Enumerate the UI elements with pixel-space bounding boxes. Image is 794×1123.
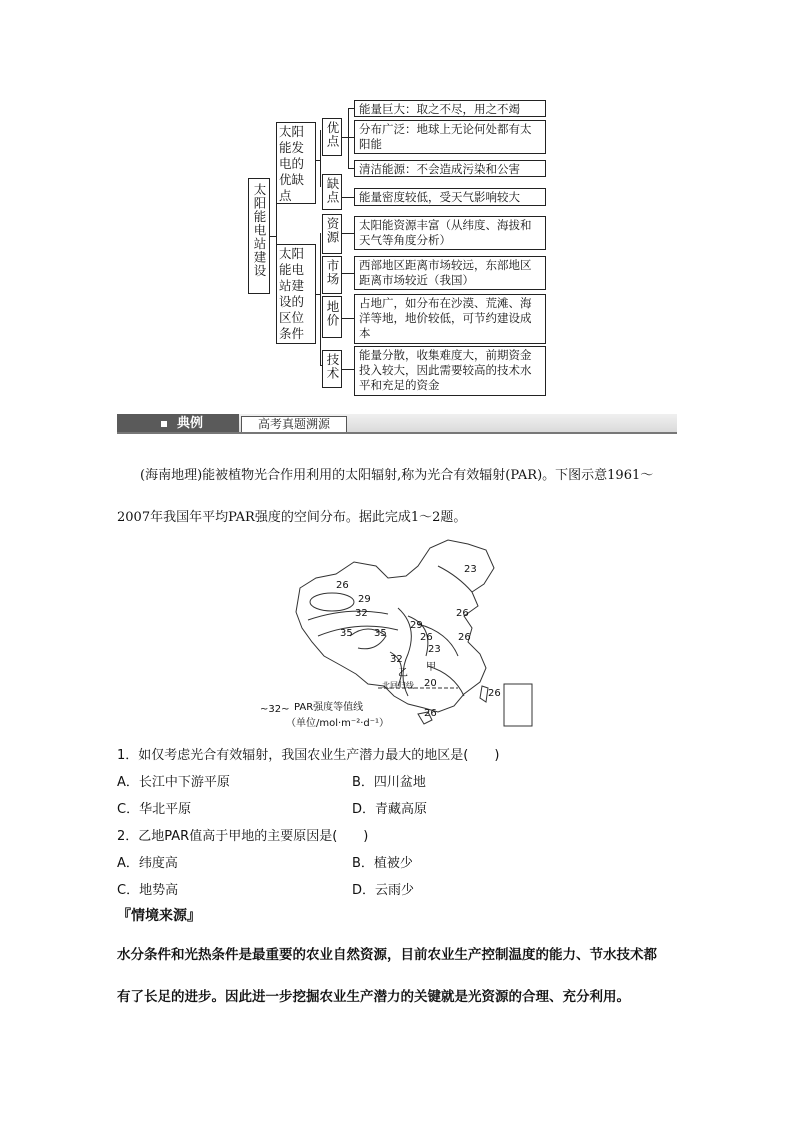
svg-text:23: 23 [428,644,441,655]
svg-text:35: 35 [340,628,353,639]
legend-unit: （单位/mol·m⁻²·d⁻¹） [286,718,390,729]
intro-line-1: (海南地理)能被植物光合作用利用的太阳辐射,称为光合有效辐射(PAR)。下图示意1961～ [140,468,654,483]
svg-text:甲: 甲 [426,662,436,673]
question-1-stem: 1．如仅考虑光合有效辐射，我国农业生产潜力最大的地区是( ) [117,748,500,763]
advantages-label: 优点 [325,121,340,148]
section-subtitle: 高考真题溯源 [241,416,347,433]
question-2-stem: 2．乙地PAR值高于甲地的主要原因是( ) [117,829,369,844]
landprice-value: 占地广，如分布在沙漠、荒滩、海洋等地，地价较低，可节约建设成本 [354,294,546,344]
svg-text:26: 26 [420,632,433,643]
svg-text:26: 26 [456,608,469,619]
disadvantages-label: 缺点 [325,177,340,204]
legend-title: PAR强度等值线 [294,702,364,713]
svg-text:20: 20 [424,678,437,689]
advantage-item: 分布广泛：地球上无论何处都有太阳能 [354,120,546,154]
market-key: 市场 [325,259,340,286]
question-2-option-a: A．纬度高 [117,856,178,871]
question-1-option-b: B．四川盆地 [352,775,426,790]
question-1-option-c: C．华北平原 [117,802,192,817]
landprice-key: 地价 [325,300,340,327]
resource-value: 太阳能资源丰富（从纬度、海拔和天气等角度分析） [354,216,546,250]
branch-advantages-label: 太阳能发电的优缺点 [279,124,305,203]
source-line-1: 水分条件和光热条件是最重要的农业自然资源，目前农业生产控制温度的能力、节水技术都 [117,947,657,963]
legend-symbol: ~32~ [260,704,290,715]
technology-key: 技术 [325,353,340,380]
intro-line-2: 2007年我国年平均PAR强度的空间分布。据此完成1～2题。 [117,510,467,525]
source-line-2: 有了长足的进步。因此进一步挖掘农业生产潜力的关键就是光资源的合理、充分利用。 [117,989,630,1005]
square-bullet-icon [161,421,167,427]
svg-text:29: 29 [358,594,371,605]
svg-text:32: 32 [390,654,403,665]
svg-text:29: 29 [410,620,423,631]
svg-text:北回归线: 北回归线 [382,681,414,690]
branch-location-label: 太阳能电站建设的区位条件 [279,246,305,341]
question-1-option-a: A．长江中下游平原 [117,775,230,790]
advantage-item: 能量巨大：取之不尽，用之不竭 [354,100,546,117]
section-tag-label: 典例 [177,416,204,431]
market-value: 西部地区距离市场较远，东部地区距离市场较近（我国） [354,256,546,290]
source-title: 『情境来源』 [117,908,201,924]
resource-key: 资源 [325,217,340,244]
section-tag [117,414,239,434]
section-header-bar [117,414,677,434]
svg-text:23: 23 [464,564,477,575]
svg-text:35: 35 [374,628,387,639]
advantage-item: 清洁能源：不会造成污染和公害 [354,160,546,177]
question-2-option-c: C．地势高 [117,883,179,898]
svg-text:26: 26 [488,688,501,699]
disadvantage-item: 能量密度较低，受天气影响较大 [354,188,546,206]
map-legend [256,696,406,730]
tree-root-label: 太阳能电站建设 [252,183,267,278]
svg-text:32: 32 [355,608,368,619]
question-1-option-d: D．青藏高原 [352,802,428,817]
question-2-option-b: B．植被少 [352,856,413,871]
technology-value: 能量分散，收集难度大，前期资金投入较大，因此需要较高的技术水平和充足的资金 [354,346,546,396]
svg-text:26: 26 [458,632,471,643]
svg-text:26: 26 [336,580,349,591]
svg-text:乙: 乙 [398,668,408,679]
question-2-option-d: D．云雨少 [352,883,415,898]
svg-text:26: 26 [424,708,437,719]
